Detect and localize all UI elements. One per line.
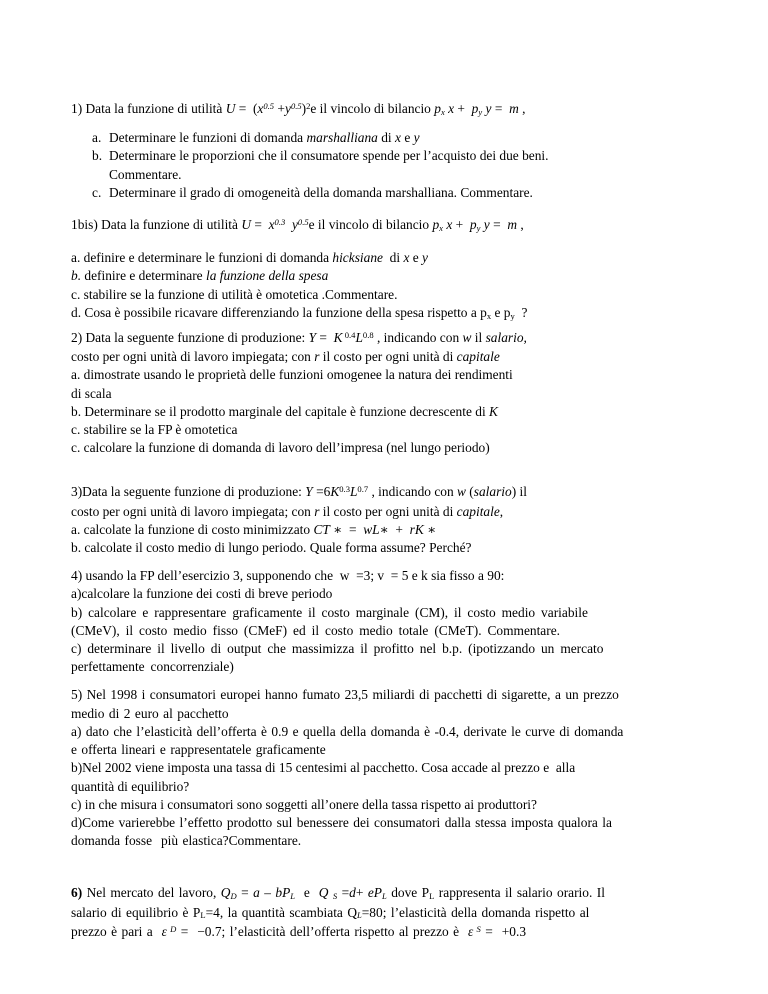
item-marker: b. [92,148,103,164]
question-6 [71,884,738,942]
question-5-line-d: d)Come varierebbe l’effetto prodotto sul benessere dei consumatori dalla stessa imposta qualora la domanda fosse più elastica?Commentare. [71,814,612,849]
question-4-line-c: c) determinare il livello di output che massimizza il profitto nel b.p. (ipotizzando un mercato perfettamente concorrenziale) [71,641,604,675]
item-text: Determinare le funzioni di domanda marshalliana di x e y [109,130,420,146]
question-1bis-line-b: b. definire e determinare la funzione della spesa [71,268,329,284]
question-4-line-a: a)calcolare la funzione dei costi di breve periodo [71,586,333,602]
question-5-line-c: c) in che misura i consumatori sono soggetti all’onere della tassa rispetto ai produttori? [71,796,537,812]
question-5-line-a: a) dato che l’elasticità dell’offerta è 0.9 e quella della domanda è -0.4, derivate le curve di domanda e offerta lineari e rappresentatele graficamente [71,723,624,758]
question-2 [71,329,738,457]
question-4-intro: 4) usando la FP dell’esercizio 3, supponendo che w =3; v = 5 e k sia fisso a 90: [71,568,505,584]
question-1bis-line-a: a. definire e determinare le funzioni di domanda hicksiane di x e y [71,250,428,266]
question-1bis [71,216,738,323]
question-4 [71,567,738,676]
question-5-intro: 5) Nel 1998 i consumatori europei hanno fumato 23,5 miliardi di pacchetti di sigarette, a un prezzo medio di 2 euro al pacchetto [71,687,619,721]
question-4-line-b: b) calcolare e rappresentare graficamente il costo marginale (CM), il costo medio variabile (CMeV), il costo medio fisso (CMeF) ed il costo medio totale (CMeT). Commentare. [71,604,588,638]
question-1 [71,100,738,202]
question-3-intro: 3)Data la seguente funzione di produzione: $Y =6K^{0.3}L^{0.7}$ , indicando con w (salario) il costo per ogni unità di lavoro impiegata; con r il costo per ogni unità di capitale, [71,484,527,519]
question-2-line-c2: c. calcolare la funzione di domanda di lavoro dell’impresa (nel lungo periodo) [71,440,490,456]
question-1bis-items [71,249,738,323]
question-2-line-a: a. dimostrate usando le proprietà delle funzioni omogenee la natura dei rendimenti di scala [71,367,513,401]
question-1-intro: 1) Data la funzione di utilità $U = (x^{0.5} +y^{0.5})^2e$ il vincolo di bilancio px x + py y = m , [71,100,526,117]
question-2-intro: 2) Data la seguente funzione di produzione: Y = K $^{0.4}L^{0.8}$ , indicando con w il salario, costo per ogni unità di lavoro impiegata; con r il costo per ogni unità di capitale [71,329,527,365]
question-3-line-b: b. calcolate il costo medio di lungo periodo. Quale forma assume? Perché? [71,540,472,556]
item-text: Determinare le proporzioni che il consumatore spende per l’acquisto dei due beni. Commentare. [109,148,549,182]
question-1bis-line-c: c. stabilire se la funzione di utilità è omotetica .Commentare. [71,286,398,302]
question-3 [71,483,738,557]
question-2-line-b: b. Determinare se il prodotto marginale del capitale è funzione decrescente di K [71,403,498,419]
item-marker: c. [92,184,102,200]
question-5 [71,686,738,850]
question-3-line-a: a. calcolate la funzione di costo minimizzato CT ∗ = wL∗ + rK ∗ [71,521,437,537]
question-1-item-b [92,147,738,183]
question-5-line-b: b)Nel 2002 viene imposta una tassa di 15 centesimi al pacchetto. Cosa accade al prezzo e alla quantità di equilibrio? [71,760,576,794]
question-6-paragraph: 6) Nel mercato del lavoro, QD = a – bPL e Q S =d+ ePL dove PL rappresenta il salario orario. Il salario di equilibrio è PL=4, la quantità scambiata QL=80; l’elasticità della domanda rispetto al prezzo è pari a ε $^D$ = −0.7; l’elasticità dell’offerta rispetto al prezzo è ε $^S$ = +0.3 [71,885,605,939]
item-text: Determinare il grado di omogeneità della domanda marshalliana. Commentare. [109,184,533,200]
item-marker: a. [92,130,102,146]
question-1-list [92,129,738,202]
question-1bis-line-d: d. Cosa è possibile ricavare differenziando la funzione della spesa rispetto a px e py ? [71,304,528,321]
question-1bis-intro: 1bis) Data la funzione di utilità $U = x^{0.3}$ $y^{0.5}e$ il vincolo di bilancio px x + py y = m , [71,216,524,233]
question-2-line-c1: c. stabilire se la FP è omotetica [71,422,238,438]
question-1-item-c [92,184,738,202]
question-1-item-a [92,129,738,147]
